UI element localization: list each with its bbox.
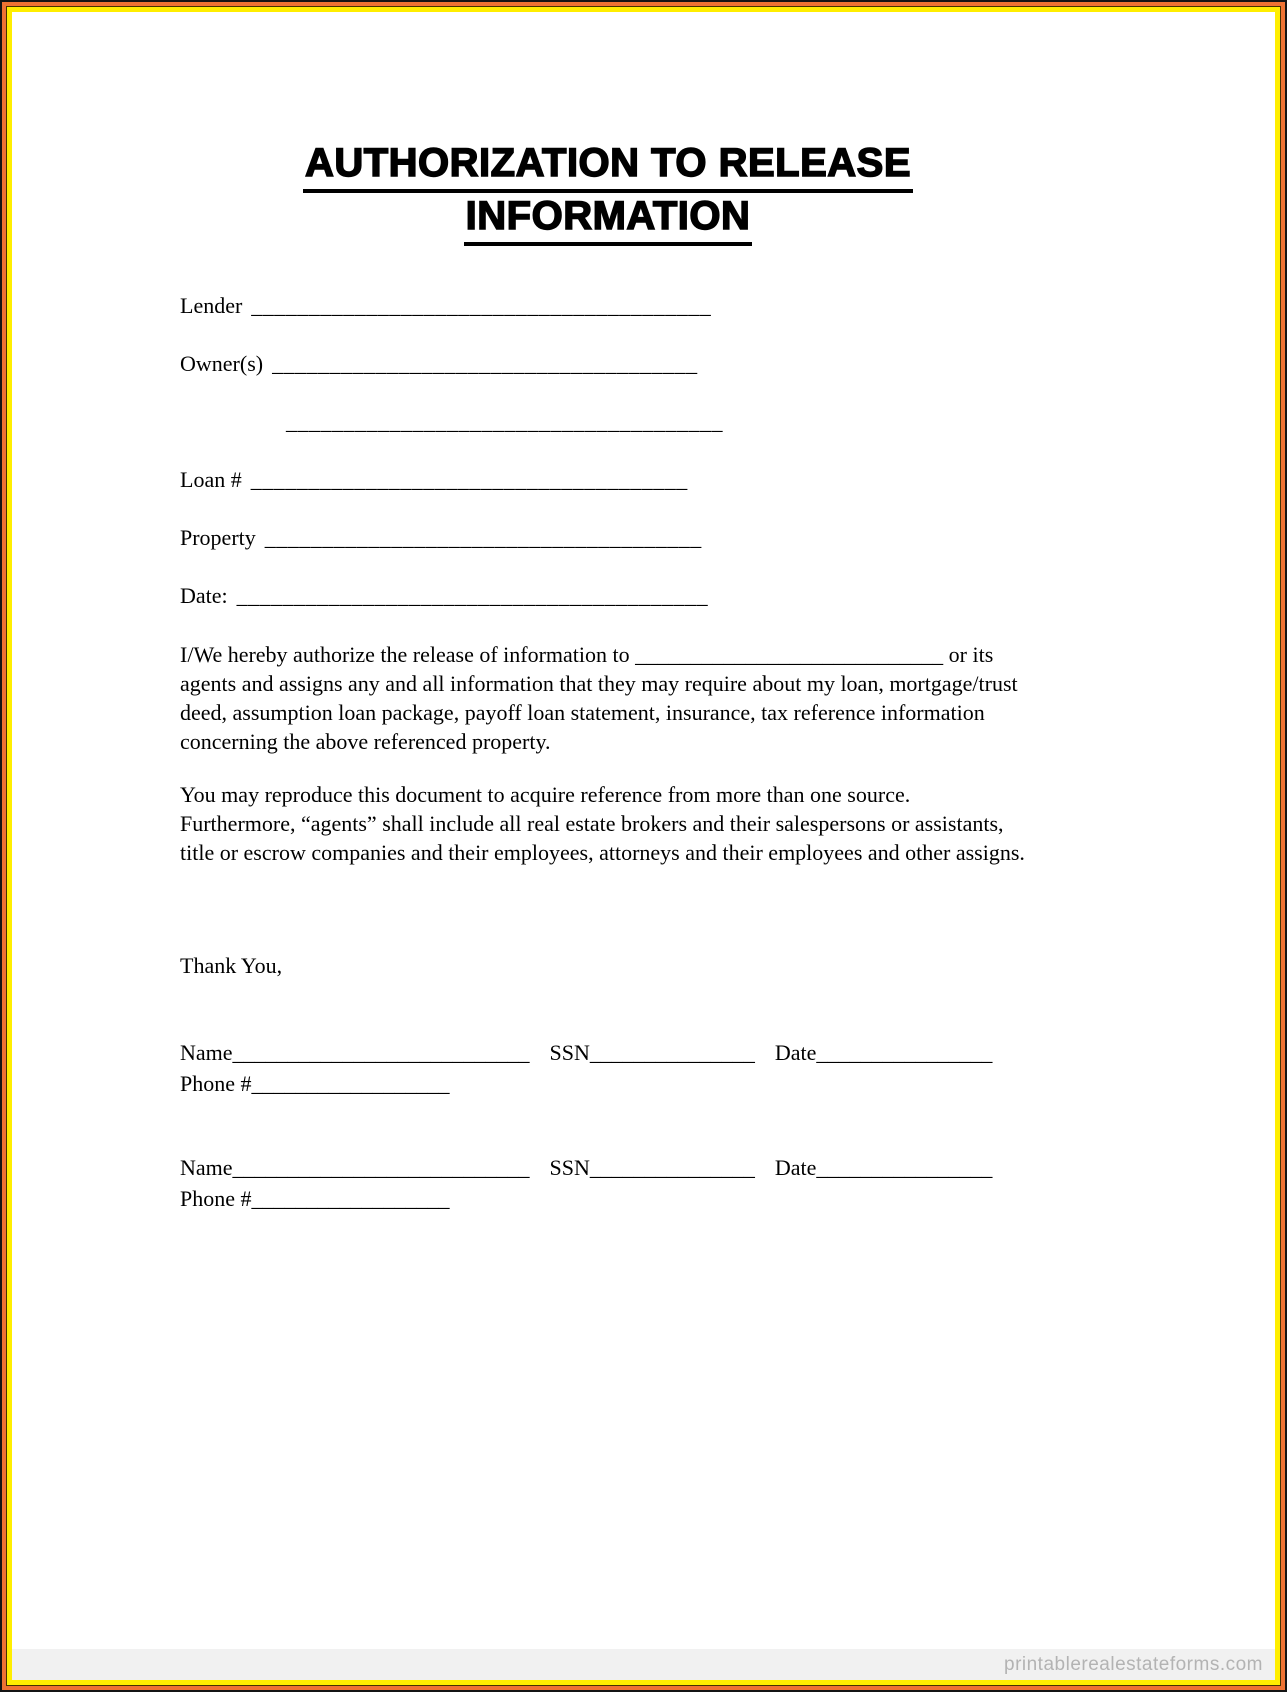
loan-number-label: Loan # — [180, 467, 242, 492]
name-field — [180, 1037, 530, 1068]
date-label: Date: — [180, 583, 228, 608]
phone-row — [180, 1183, 1036, 1214]
signature-row — [180, 1152, 1036, 1183]
page-border-yellow — [6, 6, 1281, 1686]
phone-label: Phone # — [180, 1186, 252, 1211]
footer-site-text: printablerealestateforms.com — [1004, 1653, 1263, 1675]
name-label: Name — [180, 1040, 233, 1065]
document-content — [12, 140, 1036, 1214]
phone-blank-line: __________________ — [251, 1071, 450, 1096]
owners-blank-line: _____________________________________ — [272, 351, 698, 376]
title-line-1: AUTHORIZATION TO RELEASE — [303, 140, 913, 193]
ssn-field — [550, 1152, 755, 1183]
paragraph-authorization — [180, 640, 1036, 756]
authorization-line: deed, assumption loan package, payoff loan statement, insurance, tax reference information — [180, 700, 985, 725]
field-row-property — [180, 524, 1036, 552]
date-field — [775, 1152, 993, 1183]
reproduction-line: You may reproduce this document to acquire reference from more than one source. — [180, 782, 911, 807]
property-blank-line: ______________________________________ — [264, 525, 702, 550]
name-blank-line: ___________________________ — [232, 1040, 530, 1065]
title-line-2: INFORMATION — [464, 193, 753, 246]
field-row-lender — [180, 292, 1036, 320]
field-row-owners — [180, 350, 1036, 378]
phone-row — [180, 1068, 1036, 1099]
signature-row — [180, 1037, 1036, 1068]
name-blank-line: ___________________________ — [232, 1155, 530, 1180]
ssn-blank-line: _______________ — [589, 1155, 755, 1180]
ssn-label: SSN — [549, 1040, 590, 1065]
phone-field — [180, 1183, 450, 1214]
field-row-date — [180, 582, 1036, 610]
name-field — [180, 1152, 530, 1183]
lender-blank-line: ________________________________________ — [251, 293, 712, 318]
closing-thank-you: Thank You, — [180, 953, 283, 978]
date-field — [775, 1037, 993, 1068]
phone-blank-line: __________________ — [251, 1186, 450, 1211]
field-row-loan-number — [180, 466, 1036, 494]
ssn-field — [550, 1037, 755, 1068]
ssn-blank-line: _______________ — [589, 1040, 755, 1065]
authorization-line: concerning the above referenced property. — [180, 729, 551, 754]
date-label: Date — [774, 1155, 817, 1180]
reproduction-line: Furthermore, “agents” shall include all real estate brokers and their salespersons or assistants, — [180, 811, 1004, 836]
authorization-line: agents and assigns any and all information that they may require about my loan, mortgage/trust — [180, 671, 1018, 696]
loan-number-blank-line: ______________________________________ — [250, 467, 688, 492]
phone-field — [180, 1068, 450, 1099]
paragraph-reproduction — [180, 780, 1036, 867]
phone-label: Phone # — [180, 1071, 252, 1096]
property-label: Property — [180, 525, 256, 550]
ssn-label: SSN — [549, 1155, 590, 1180]
name-label: Name — [180, 1155, 233, 1180]
document-title — [180, 140, 1036, 246]
authorization-line: I/We hereby authorize the release of information to ____________________________ or its — [180, 642, 994, 667]
form-fields — [180, 292, 1036, 610]
lender-label: Lender — [180, 293, 243, 318]
footer-bar — [12, 1649, 1275, 1680]
field-row-owners-continuation — [180, 408, 1036, 436]
date-label: Date — [774, 1040, 817, 1065]
owners-label: Owner(s) — [180, 351, 264, 376]
signature-block-2 — [180, 1152, 1036, 1214]
signature-block-1 — [180, 1037, 1036, 1099]
date-blank-line: ________________ — [816, 1155, 993, 1180]
document-page — [12, 12, 1275, 1680]
date-blank-line: ________________ — [816, 1040, 993, 1065]
reproduction-line: title or escrow companies and their employees, attorneys and their employees and other assigns. — [180, 840, 1025, 865]
owners-continuation-blank-line: ______________________________________ — [286, 409, 723, 434]
date-blank-line: _________________________________________ — [236, 583, 709, 608]
